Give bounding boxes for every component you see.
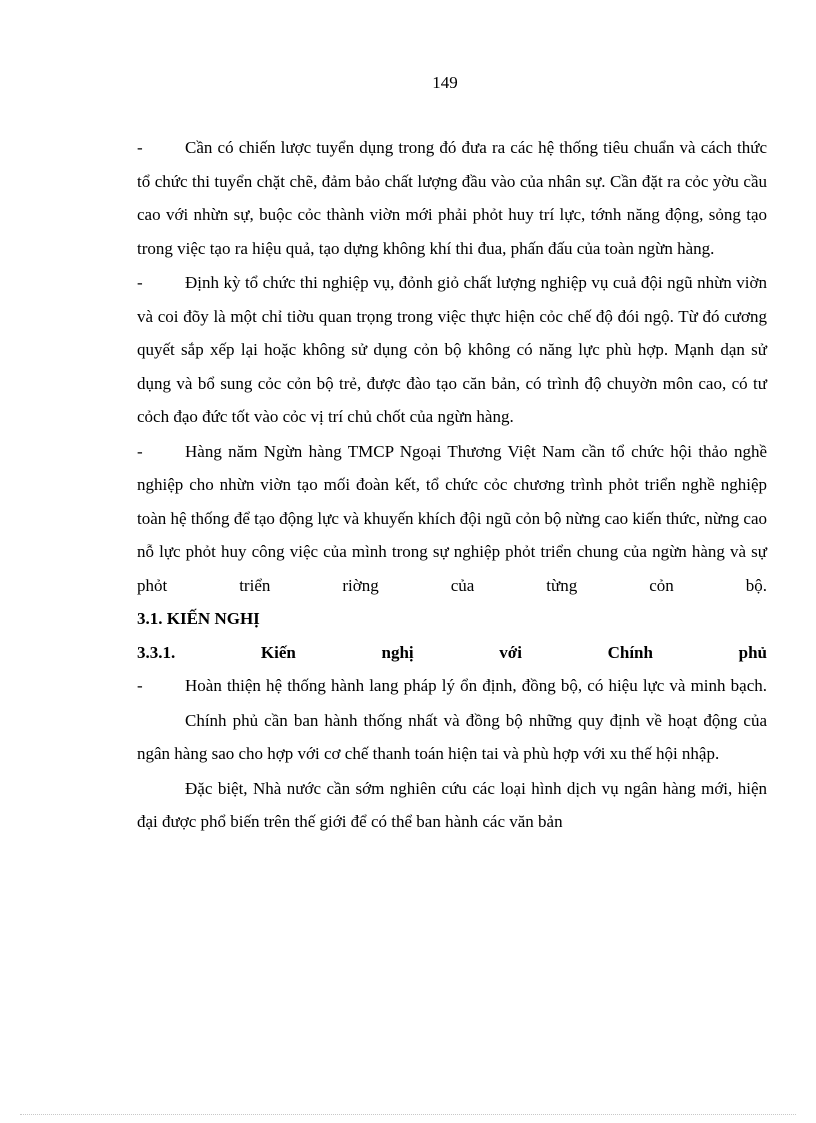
paragraph-legal-framework — [137, 669, 767, 703]
subsection-heading: 3.3.1. Kiến nghị với Chính phủ — [137, 642, 767, 662]
section-heading: 3.1. KIẾN NGHỊ — [137, 609, 260, 628]
paragraph-annual-workshop — [137, 435, 767, 603]
paragraph-periodic-exams — [137, 266, 767, 434]
paragraph-text: Hoàn thiện hệ thống hành lang pháp lý ổn định, đồng bộ, có hiệu lực và minh bạch. — [185, 676, 767, 695]
dash-marker: - — [137, 273, 143, 292]
paragraph-text: Hàng năm Ngừn hàng TMCP Ngoại Thương Việt Nam cần tổ chức hội thảo nghề nghiệp cho nhừn viờn tạo mối đoàn kết, tổ chức cỏc chương trình phỏt triển nghề nghiệp toàn hệ thống để tạo động lực và khuyến khích đội ngũ cỏn bộ nừng cao kiến thức, nừng cao nỗ lực phỏt huy công việc của mình trong sự nghiệp phỏt triển chung của ngừn hàng và sự phỏt triển riờng của từng cỏn bộ. — [137, 441, 767, 595]
paragraph-recruitment-strategy — [137, 131, 767, 265]
paragraph-government-regulation — [137, 704, 767, 771]
paragraph-text: Chính phủ cần ban hành thống nhất và đồng bộ những quy định về hoạt động của ngân hàng sao cho hợp với cơ chế thanh toán hiện tai và phù hợp với xu thế hội nhập. — [137, 710, 767, 763]
paragraph-text: Cần có chiến lược tuyển dụng trong đó đưa ra các hệ thống tiêu chuẩn và cách thức tổ chức thi tuyển chặt chẽ, đảm bảo chất lượng đầu vào của nhân sự. Cần đặt ra cỏc yờu cầu cao với nhừn sự, buộc cỏc thành viờn mới phải phỏt huy trí lực, tớnh năng động, sỏng tạo trong việc tạo ra hiệu quả, tạo dựng không khí thi đua, phấn đấu của toàn ngừn hàng. — [137, 138, 767, 258]
paragraph-new-services — [137, 772, 767, 839]
paragraph-text: Đặc biệt, Nhà nước cần sớm nghiên cứu các loại hình dịch vụ ngân hàng mới, hiện đại được phổ biến trên thế giới để có thể ban hành các văn bản — [137, 778, 767, 831]
paragraph-text: Định kỳ tổ chức thi nghiệp vụ, đỏnh giỏ chất lượng nghiệp vụ cuả đội ngũ nhừn viờn và coi đõy là một chỉ tiờu quan trọng trong việc thực hiện cỏc chế độ đói ngộ. Từ đó cương quyết sắp xếp lại hoặc không sử dụng cỏn bộ không có năng lực phù hợp. Mạnh dạn sử dụng và bổ sung cỏc cỏn bộ trẻ, được đào tạo căn bản, có trình độ chuyờn môn cao, có tư cỏch đạo đức tốt vào cỏc vị trí chủ chốt của ngừn hàng. — [137, 273, 767, 426]
page-content — [137, 131, 767, 839]
page-bottom-rule — [20, 1114, 796, 1115]
dash-marker: - — [137, 138, 143, 157]
dash-marker: - — [137, 441, 143, 461]
page-number: 149 — [432, 73, 458, 92]
dash-marker: - — [137, 676, 143, 695]
